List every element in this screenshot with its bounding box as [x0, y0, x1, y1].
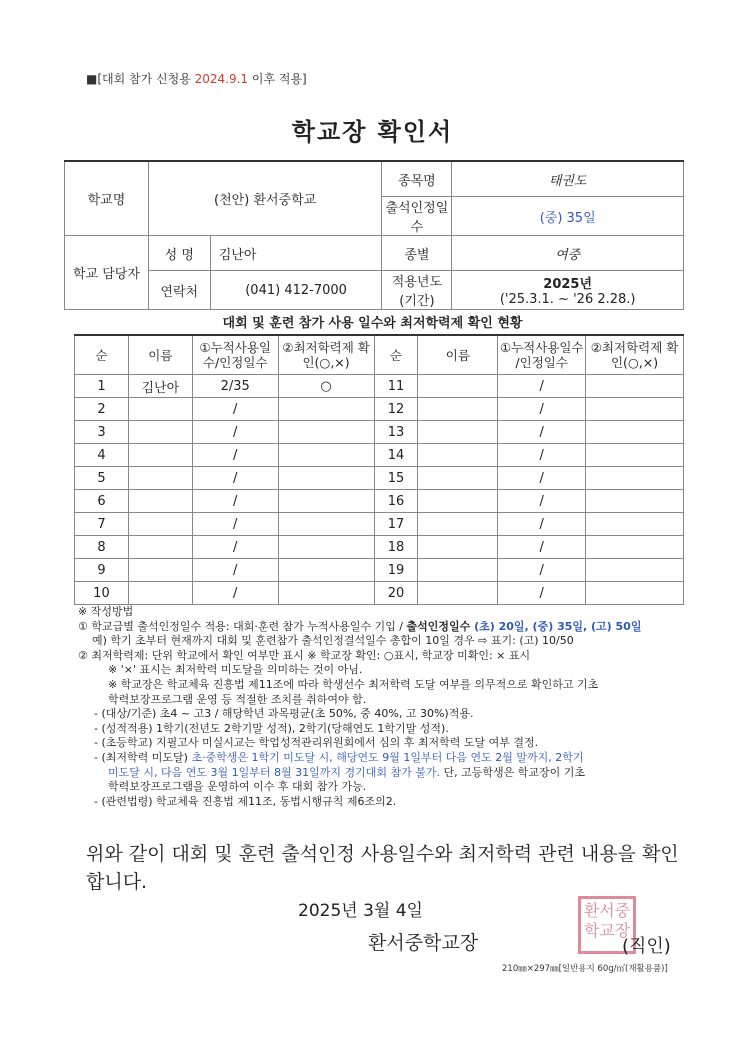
note-7-blue: 초·중학생은 1학기 미도달 시, 해당연도 9월 1일부터 다음 연도 2월 말까지, 2학기: [191, 750, 584, 764]
contact-label: 연락처: [148, 271, 210, 310]
col-header: ①누적사용일수 /인정일수: [498, 335, 586, 375]
note-2-sub: ※ '×' 표시는 최저학력 미도달을 의미하는 것이 아님.: [108, 663, 363, 677]
school-label: 학교명: [65, 161, 149, 236]
table-cell-no: 9: [75, 559, 129, 582]
table-cell-no2: 19: [374, 559, 418, 582]
contact-value: (041) 412-7000: [210, 271, 382, 310]
table-cell-name2: [418, 467, 498, 490]
table-cell-check: [278, 513, 374, 536]
table-row: [75, 398, 684, 421]
table-cell-days2: /: [498, 421, 586, 444]
table-row: [75, 490, 684, 513]
header-suffix: 이후 적용]: [248, 72, 307, 86]
table-cell-no: 7: [75, 513, 129, 536]
table-cell-no2: 14: [374, 444, 418, 467]
note-5: - (성적적용) 1학기(전년도 2학기말 성적), 2학기(당해연도 1학기말 성적).: [94, 721, 449, 735]
table-cell-days: /: [192, 582, 278, 605]
table-cell-no2: 15: [374, 467, 418, 490]
usage-header-row: [75, 335, 684, 375]
table-cell-check: ○: [278, 375, 374, 398]
table-cell-check: [278, 444, 374, 467]
statement: 위와 같이 대회 및 훈련 출석인정 사용일수와 최저학력 관련 내용을 확인합니다.: [86, 843, 679, 893]
table-cell-no2: 17: [374, 513, 418, 536]
table-cell-no2: 16: [374, 490, 418, 513]
table-cell-no2: 13: [374, 421, 418, 444]
table-cell-days2: /: [498, 398, 586, 421]
note-7-blue2: 미도달 시, 다음 연도 3월 1일부터 8월 31일까지 경기대회 참가 불가.: [108, 765, 440, 779]
col-header: 순: [374, 335, 418, 375]
table-cell-check: [278, 421, 374, 444]
table-cell-check2: [586, 582, 684, 605]
table-cell-check2: [586, 398, 684, 421]
note-4: - (대상/기준) 초4 ~ 고3 / 해당학년 과목평균(초 50%, 중 40%, 고 30%)적용.: [94, 707, 474, 721]
table-cell-name2: [418, 536, 498, 559]
header-note: [86, 70, 307, 87]
year-label: 적용년도 (기간): [382, 271, 452, 310]
table-cell-days: /: [192, 490, 278, 513]
page-title: 학교장 확인서: [291, 118, 454, 146]
note-1: [78, 620, 698, 635]
notes-heading: ※ 작성방법: [78, 605, 134, 618]
table-cell-days2: /: [498, 536, 586, 559]
table-cell-name2: [418, 490, 498, 513]
year-value: 2025년: [543, 277, 593, 292]
note-1-text: ① 학교급별 출석인정일수 적용: 대회·훈련 참가 누적사용일수 기입 /: [78, 619, 407, 633]
table-cell-days2: /: [498, 467, 586, 490]
col-header: ②최저학력제 확인(○,×): [586, 335, 684, 375]
note-3a: ※ 학교장은 학교체육 진흥법 제11조에 따라 학생선수 최저학력 도달 여부를 의무적으로 확인하고 기초: [108, 677, 599, 691]
table-cell-check2: [586, 559, 684, 582]
note-1-example: 예) 학기 초부터 현재까지 대회 및 훈련참가 출석인정결석일수 총합이 10일 경우 ⇨ 표기: (고) 10/50: [92, 634, 574, 648]
table-cell-days: /: [192, 444, 278, 467]
table-cell-no2: 12: [374, 398, 418, 421]
event-value: 여중: [452, 236, 684, 271]
table-cell-check2: [586, 467, 684, 490]
school-name: (천안) 환서중학교: [148, 161, 382, 236]
table-cell-days: /: [192, 559, 278, 582]
table-cell-check: [278, 398, 374, 421]
table-cell-name: [128, 582, 192, 605]
table-cell-name: [128, 398, 192, 421]
table-row: [75, 513, 684, 536]
table-cell-no2: 20: [374, 582, 418, 605]
usage-table: [74, 334, 684, 605]
section-title: 대회 및 훈련 참가 사용 일수와 최저학력제 확인 현황: [222, 316, 523, 331]
table-cell-no: 6: [75, 490, 129, 513]
table-cell-no: 5: [75, 467, 129, 490]
table-cell-days2: /: [498, 559, 586, 582]
table-cell-no: 8: [75, 536, 129, 559]
instructions: [78, 605, 698, 809]
table-cell-check: [278, 559, 374, 582]
col-header: 이름: [128, 335, 192, 375]
table-row: [75, 559, 684, 582]
note-3b: 학력보장프로그램 운영 등 적절한 조치를 취하여야 함.: [108, 692, 367, 706]
col-header: ①누적사용일수/인정일수: [192, 335, 278, 375]
table-cell-no: 10: [75, 582, 129, 605]
table-cell-check: [278, 467, 374, 490]
attend-value: (중) 35일: [452, 197, 684, 236]
col-header: 순: [75, 335, 129, 375]
note-7: [78, 751, 698, 766]
note-1-bold: 출석인정일수: [406, 619, 475, 633]
table-cell-days2: /: [498, 582, 586, 605]
name-label: 성 명: [148, 236, 210, 271]
event-label: 종별: [382, 236, 452, 271]
note-1-days: (초) 20일, (중) 35일, (고) 50일: [474, 619, 642, 633]
note-2: ② 최저학력제: 단위 학교에서 확인 여부만 표시 ※ 학교장 확인: ○표시, 학교장 미확인: × 표시: [78, 648, 531, 662]
table-cell-check2: [586, 444, 684, 467]
table-cell-days2: /: [498, 513, 586, 536]
note-7-end: 학력보장프로그램을 운영하여 이수 후 대회 참가 가능.: [108, 780, 367, 794]
table-row: [75, 444, 684, 467]
header-bullet: ■: [86, 72, 98, 86]
table-cell-days: /: [192, 536, 278, 559]
table-cell-days: /: [192, 398, 278, 421]
paper-spec: 210㎜×297㎜[일반용지 60g/㎡(재활용품)]: [502, 964, 668, 974]
table-cell-check2: [586, 375, 684, 398]
col-header: ②최저학력제 확인(○,×): [278, 335, 374, 375]
note-7-rest: 단, 고등학생은 학교장이 기초: [439, 765, 585, 779]
table-cell-days2: /: [498, 375, 586, 398]
info-table: [64, 160, 684, 310]
table-cell-name2: [418, 444, 498, 467]
note-6: - (초등학교) 지필고사 미실시교는 학업성적관리위원회에서 심의 후 최저학력 도달 여부 결정.: [94, 736, 539, 750]
table-row: [75, 375, 684, 398]
table-cell-name: [128, 444, 192, 467]
note-7-cont: [78, 766, 698, 781]
table-cell-name2: [418, 513, 498, 536]
table-cell-check2: [586, 536, 684, 559]
header-date: 2024.9.1: [194, 72, 249, 86]
table-cell-check2: [586, 421, 684, 444]
table-cell-check2: [586, 513, 684, 536]
table-cell-name2: [418, 398, 498, 421]
table-cell-no: 1: [75, 375, 129, 398]
table-cell-check: [278, 490, 374, 513]
table-cell-name: [128, 467, 192, 490]
table-row: [75, 582, 684, 605]
issue-date: 2025년 3월 4일: [298, 901, 423, 921]
sport-label: 종목명: [382, 161, 452, 197]
table-cell-no2: 11: [374, 375, 418, 398]
col-header: 이름: [418, 335, 498, 375]
table-cell-name: 김난아: [128, 375, 192, 398]
note-7-prefix: - (최저학력 미도달): [94, 750, 192, 764]
header-prefix: [대회 참가 신청용: [97, 72, 195, 86]
official-seal: 환서중학교장: [578, 896, 636, 954]
sport-value: 태권도: [452, 161, 684, 197]
table-cell-days: /: [192, 467, 278, 490]
table-cell-days2: /: [498, 444, 586, 467]
table-cell-name2: [418, 421, 498, 444]
table-cell-name2: [418, 375, 498, 398]
year-cell: [452, 271, 684, 310]
table-cell-check2: [586, 490, 684, 513]
table-cell-name: [128, 421, 192, 444]
table-cell-name2: [418, 559, 498, 582]
name-value: 김난아: [210, 236, 382, 271]
table-cell-check: [278, 582, 374, 605]
table-row: [75, 421, 684, 444]
table-cell-no2: 18: [374, 536, 418, 559]
table-cell-name: [128, 513, 192, 536]
table-cell-check: [278, 536, 374, 559]
table-cell-days2: /: [498, 490, 586, 513]
table-cell-no: 2: [75, 398, 129, 421]
signer: 환서중학교장: [368, 932, 479, 954]
table-row: [75, 467, 684, 490]
table-cell-name: [128, 490, 192, 513]
table-row: [75, 536, 684, 559]
attend-label: 출석인정일수: [382, 197, 452, 236]
period-value: ('25.3.1. ~ '26 2.28.): [499, 292, 636, 307]
seal-label: (직인): [622, 936, 671, 957]
table-cell-name: [128, 536, 192, 559]
table-cell-days: /: [192, 421, 278, 444]
table-cell-no: 3: [75, 421, 129, 444]
table-cell-no: 4: [75, 444, 129, 467]
table-cell-name: [128, 559, 192, 582]
note-8: - (관련법령) 학교체육 진흥법 제11조, 동법시행규칙 제6조의2.: [94, 794, 397, 808]
table-cell-days: 2/35: [192, 375, 278, 398]
manager-label: 학교 담당자: [65, 236, 149, 310]
table-cell-name2: [418, 582, 498, 605]
table-cell-days: /: [192, 513, 278, 536]
